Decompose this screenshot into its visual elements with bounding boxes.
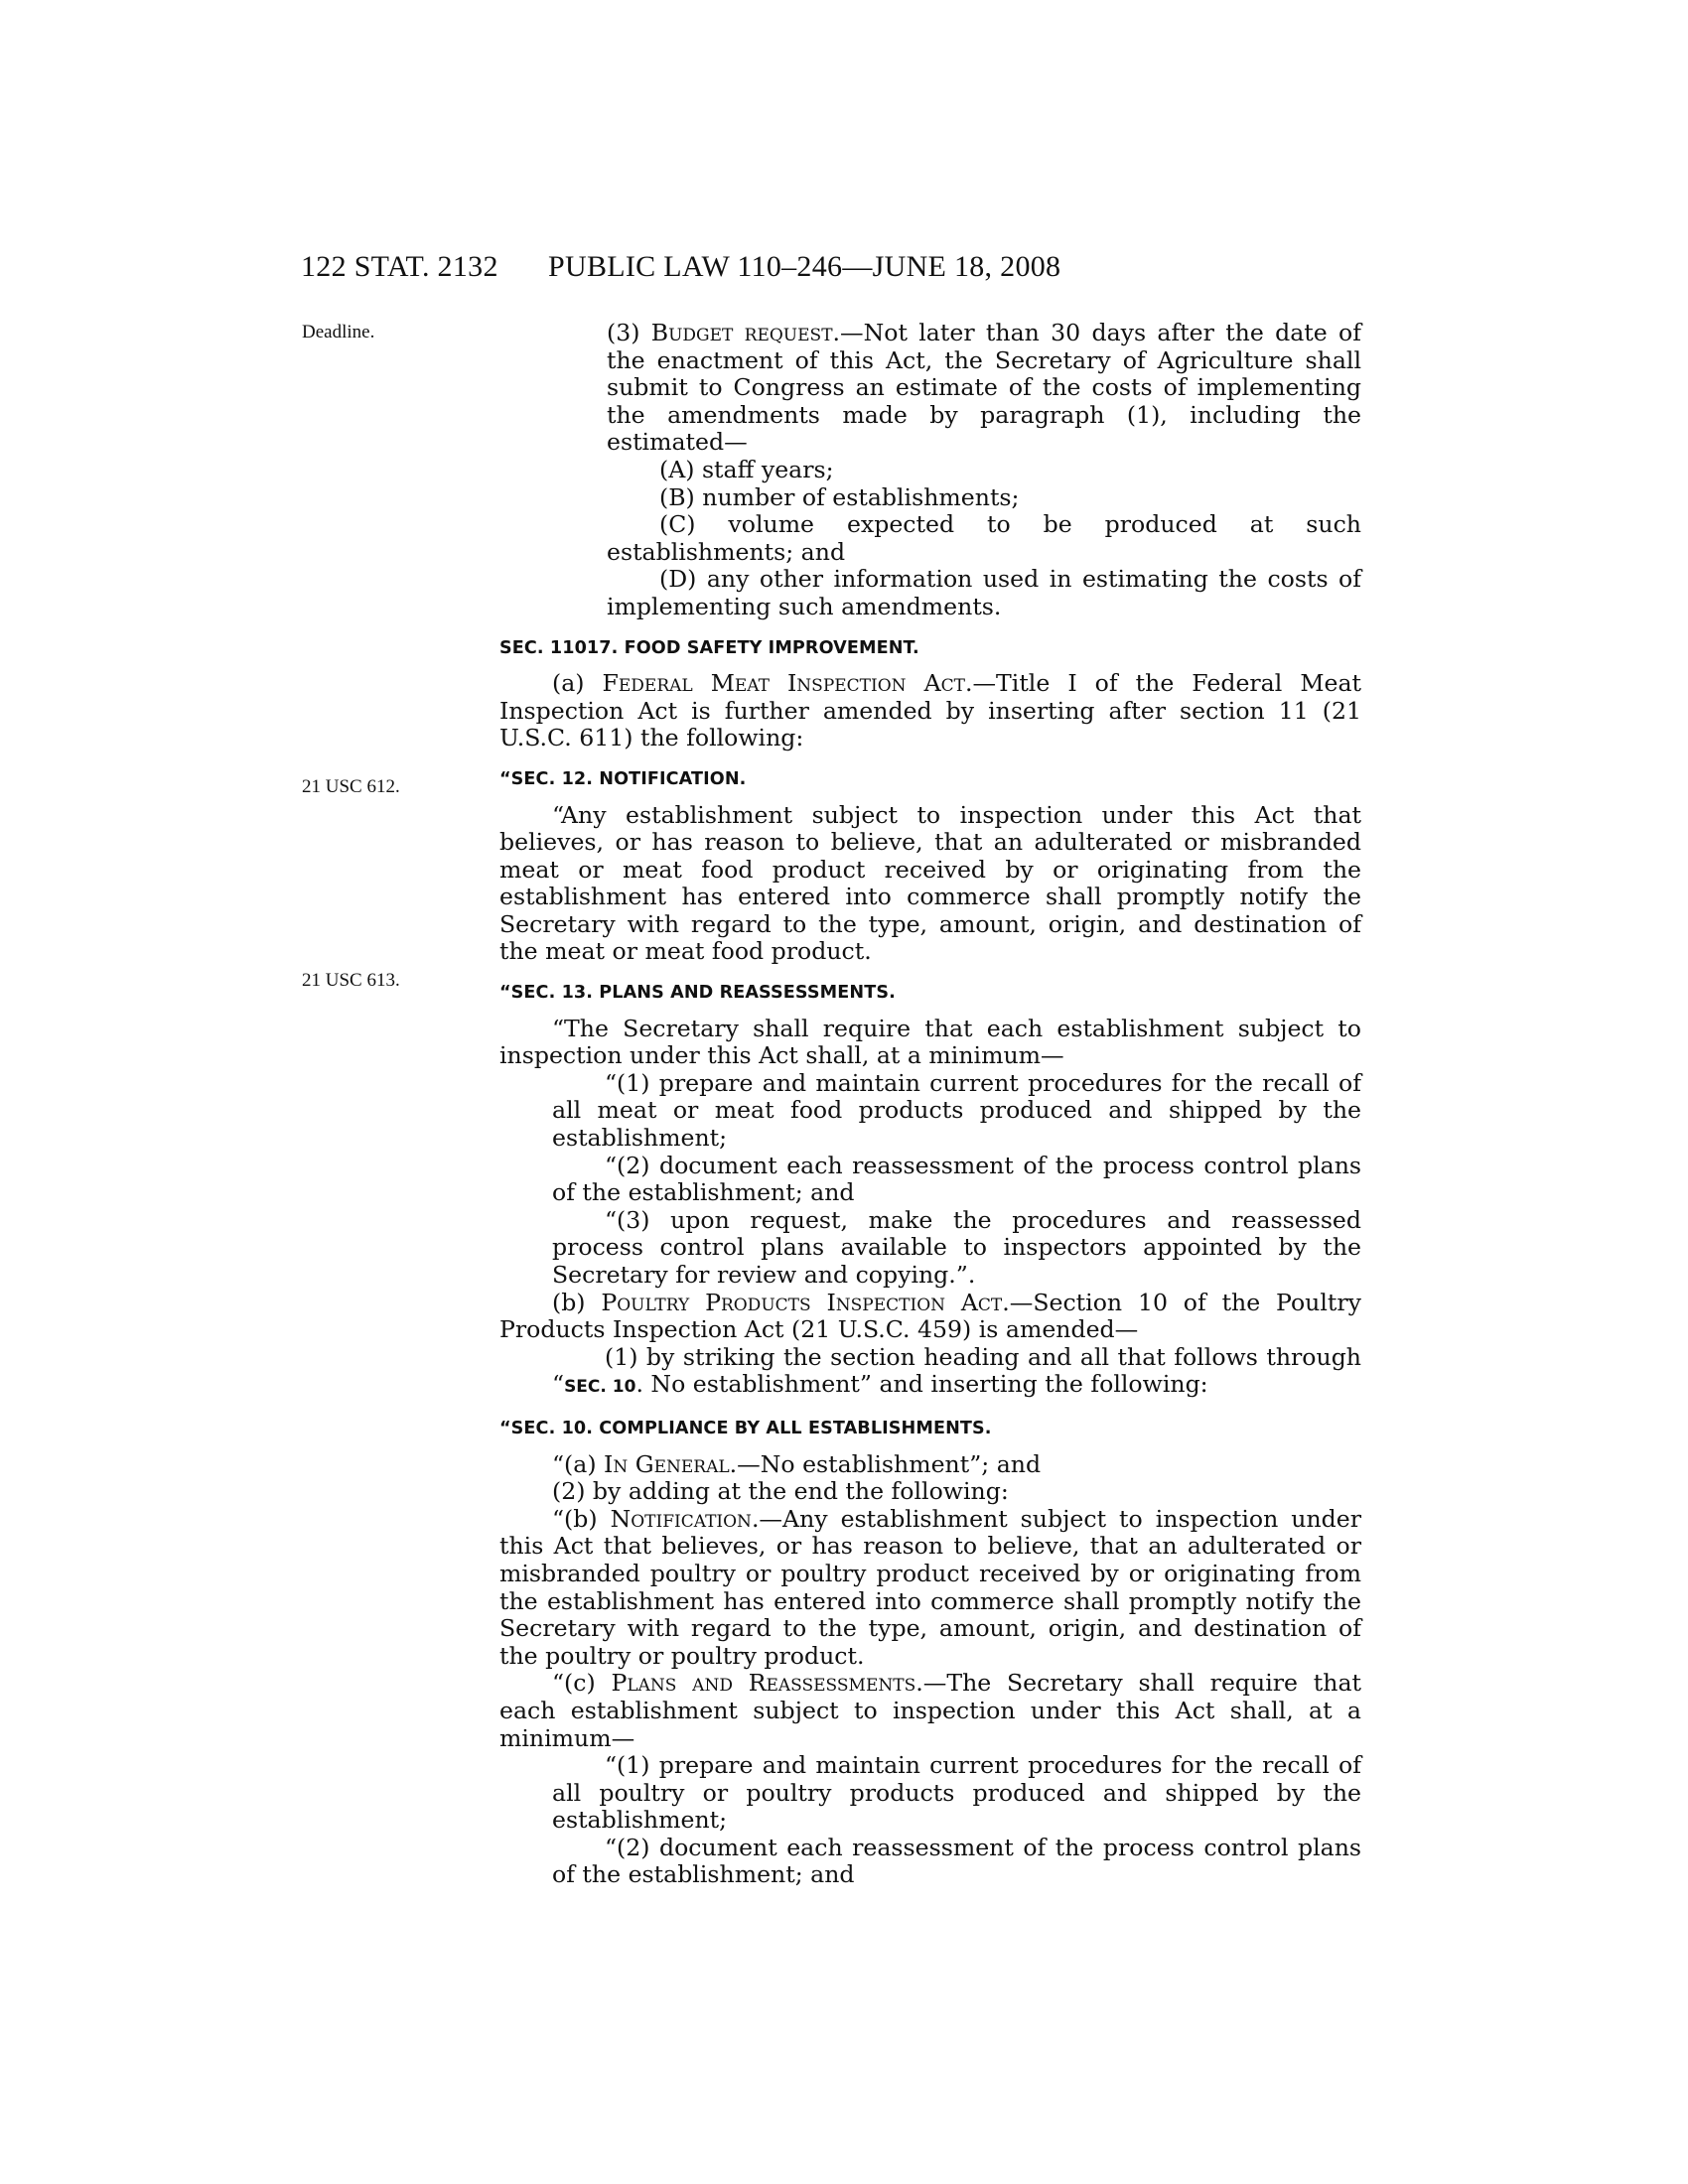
section-12-text: “Any establishment subject to inspection under this Act that believes, or has reason to believe, that an adulterated or misbranded meat or meat food product received by or originating from the establishment has entered into commerce shall promptly notify the Secretary with regard to the type, amount, origin, and destination of the meat or meat food product.	[499, 800, 1361, 966]
subparagraph-a: (A) staff years;	[659, 455, 834, 483]
margin-note-21-usc-613: 21 USC 613.	[302, 970, 400, 991]
section-12-heading: “SEC. 12. NOTIFICATION.	[499, 768, 747, 789]
section-13-item-1: “(1) prepare and maintain current procedures for the recall of all meat or meat food products produced and shipped by the establishment;	[552, 1068, 1361, 1153]
subsection-b-item-1: (1) by striking the section heading and all that follows through “SEC. 10. No establishment” and inserting the following:	[552, 1342, 1361, 1399]
subsection-a-fmia: (a) Federal Meat Inspection Act.—Title I of the Federal Meat Inspection Act is further amended by inserting after section 11 (21 U.S.C. 611) the following:	[499, 669, 1361, 752]
margin-note-21-usc-612: 21 USC 612.	[302, 776, 400, 797]
subparagraph-d: (D) any other information used in estimating the costs of implementing such amendments.	[607, 565, 1361, 620]
section-10-subsection-c: “(c) Plans and Reassessments.—The Secretary shall require that each establishment subject to inspection under this Act shall, at a minimum—	[499, 1669, 1361, 1752]
subparagraph-c: (C) volume expected to be produced at such establishments; and	[607, 510, 1361, 566]
section-10-subsection-a: “(a) In General.—No establishment”; and	[552, 1449, 1042, 1478]
section-11017-heading: SEC. 11017. FOOD SAFETY IMPROVEMENT.	[499, 637, 919, 658]
section-13-intro: “The Secretary shall require that each establishment subject to inspection under this Act shall, at a minimum—	[499, 1014, 1361, 1070]
subparagraph-b: (B) number of establishments;	[659, 482, 1020, 511]
running-head: PUBLIC LAW 110–246—JUNE 18, 2008	[548, 250, 1061, 283]
section-10-c-item-1: “(1) prepare and maintain current procedures for the recall of all poultry or poultry products produced and shipped by the establishment;	[552, 1751, 1361, 1835]
section-13-item-3: “(3) upon request, make the procedures and reassessed process control plans available to inspectors appointed by the Secretary for review and copying.”.	[552, 1205, 1361, 1289]
section-13-item-2: “(2) document each reassessment of the process control plans of the establishment; and	[552, 1151, 1361, 1207]
margin-note-deadline: Deadline.	[302, 322, 375, 342]
subsection-b-item-2: (2) by adding at the end the following:	[552, 1477, 1009, 1506]
statute-page-number: 122 STAT. 2132	[301, 250, 498, 283]
section-10-heading: “SEC. 10. COMPLIANCE BY ALL ESTABLISHMENTS.	[499, 1418, 992, 1438]
subsection-b-ppia: (b) Poultry Products Inspection Act.—Section 10 of the Poultry Products Inspection Act (21 U.S.C. 459) is amended—	[499, 1288, 1361, 1344]
document-body	[499, 320, 1361, 1889]
section-10-subsection-b: “(b) Notification.—Any establishment subject to inspection under this Act that believes, or has reason to believe, that an adulterated or misbranded poultry or poultry product received by or originating from the establishment has entered into commerce shall promptly notify the Secretary with regard to the type, amount, origin, and destination of the poultry or poultry product.	[499, 1504, 1361, 1670]
section-10-c-item-2: “(2) document each reassessment of the process control plans of the establishment; and	[552, 1833, 1361, 1889]
paragraph-3-budget-request: (3) Budget request.—Not later than 30 days after the date of the enactment of this Act, the Secretary of Agriculture shall submit to Congress an estimate of the costs of implementing the amendments made by paragraph (1), including the estimated—	[607, 319, 1361, 457]
section-13-heading: “SEC. 13. PLANS AND REASSESSMENTS.	[499, 983, 896, 1004]
